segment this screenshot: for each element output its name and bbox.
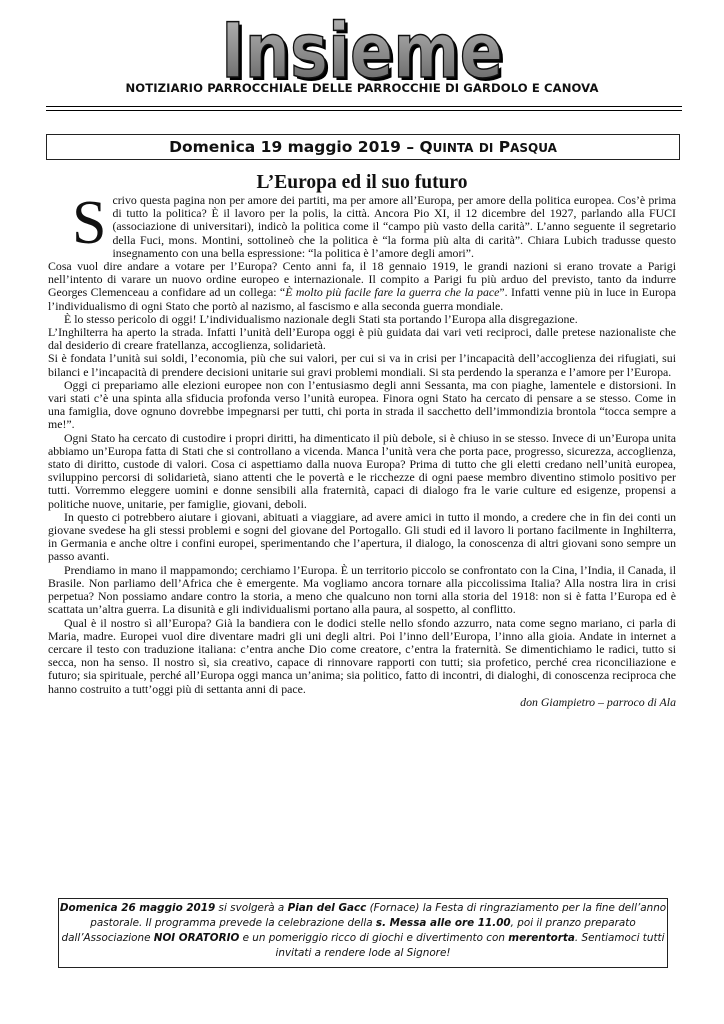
notice-text-5: . Sentiamoci tutti invitati a rendere lode al Signore! (275, 932, 665, 959)
logo (0, 14, 724, 86)
liturgy-uinta: UINTA (432, 141, 474, 155)
notice-merentorta: merentorta (508, 932, 575, 944)
paragraph-10: Qual è il nostro sì all’Europa? Già la bandiera con le dodici stelle nello sfondo azzurro, nata come segno mariano, ci parla di Maria, madre. Europei vuol dire diventare madri gli uni degli altri. Poi l’inno dell’Europa, l’inno alla gioia. Andate in internet a cercare il testo con traduzione italiana: c’entra anche Dio come creatore, c’entra la fraternità. Se dimentichiamo le radici, tutto si secca, non ha senso. Il nostro sì, sia creativo, capace di rinnovare rapporti con tutti; sia profetico, perché crea riconciliazione e futuro; sia spirituale, perché all’Europa oggi manca un’anima; sia politico, fatto di incontri, di dialoghi, di conoscenza reciproca che hanno costruito a tutt’oggi più di settanta anni di pace. (48, 615, 676, 696)
article-title: L’Europa ed il suo futuro (256, 172, 468, 193)
event-notice-box (58, 898, 668, 968)
paragraph-2 (48, 260, 676, 313)
divider-top (46, 106, 682, 107)
logo-shadow: Insieme (224, 14, 506, 86)
date-banner (46, 134, 680, 160)
liturgy-asqua: ASQUA (510, 141, 557, 155)
paragraph-6: Oggi ci prepariamo alle elezioni europee non con l’entusiasmo degli anni Sessanta, ma con piaghe, lamentele e distorsioni. In vari stati c’è una spinta alla sfiducia profonda verso l’unità europea. Finora ogni Stato ha cercato di pensare a se stesso. Come in una famiglia, dove ognuno dovrebbe impegnarsi per tutti, chi porta in strada il sacchetto dell’immondizia brontola “tocca sempre a me!”. (48, 377, 676, 432)
clemenceau-quote: È molto più facile fare la guerra che la pace (285, 285, 500, 300)
notice-mass-time: s. Messa alle ore 11.00 (375, 917, 511, 929)
paragraph-2-text-b: ”. Infatti venne più in luce in Europa l’individualismo di ogni Stato che portò al nazismo, al fascismo e alla seconda guerra mondiale. (48, 285, 677, 313)
paragraph-8: In questo ci potrebbero aiutare i giovani, abituati a viaggiare, ad avere amici in tutto il mondo, a credere che in fin dei conti un giovane svedese ha gli stessi problemi e sogni del giovane del Portogallo. Gli studi ed il lavoro li portano facilmente in Inghilterra, in Germania e anche oltre i confini europei, sperimentando che l’apertura, il dialogo, la conoscenza di altri giovani sono sempre un passo avanti. (48, 509, 676, 564)
notice-text-4: e un pomeriggio ricco di giochi e divertimento con (239, 932, 509, 944)
paragraph-7: Ogni Stato ha cercato di custodire i propri diritti, ha dimenticato il più debole, si è chiuso in se stesso. Invece di un’Europa unita abbiamo un’Europa fatta di Stati che si controllano a vicenda. Manca l’unità vera che porta pace, progresso, sicurezza, accoglienza, stato di diritto, custode di valori. Cosa ci aspettiamo dalla nuova Europa? Prima di tutto che gli eletti credano nell’unità europea, sviluppino percorsi di solidarietà, siano attenti che le povertà e le ricchezze di ogni paese membro diventino stimolo positivo per tutti. Vorremmo eleggere uomini e donne sensibili alla fraternità, capaci di dialogo fra le varie culture ed esigenze, propensi a politiche nuove, unitarie, per famiglie, giovani, deboli. (48, 430, 676, 511)
paragraph-3: È lo stesso pericolo di oggi! L’individualismo nazionale degli Stati sta portando l’Europa alla disgregazione. (64, 311, 578, 326)
paragraph-4: L’Inghilterra ha aperto la strada. Infatti l’unità dell’Europa oggi è più guidata dai vari veti reciproci, dalle pretese nazionaliste che dal desiderio di creare fratellanza, accoglienza, solidarietà. (48, 325, 676, 353)
paragraph-2-text-a: Cosa vuol dire andare a votare per l’Europa? Cento anni fa, il 18 gennaio 1919, le grandi nazioni si erano trovate a Parigi nell’intento di varare un nuovo ordine europeo e internazionale. Il compito a Parigi fu più arduo del previsto, tanto da indurre Georges Clemenceau a confidare ad un collega: “ (48, 259, 676, 300)
paragraph-1-text: crivo questa pagina non per amore dei partiti, ma per amore all’Europa, per amore della politica europea. Cos’è prima di tutto la politica? È il lavoro per la polis, la città. Ancora Pio XI, il 12 dicembre del 1927, parlando alla FUCI (associazione di universitari), indicò la politica come il “campo più vasto della carità”. L’anno seguente il segretario della Fuci, mons. Montini, sottolineò che la politica è “la forma più alta di carità”. Chiara Lubich tradusse questo insegnamento con una bella espressione: “la politica è l’amore degli amori”. (112, 193, 676, 260)
notice-text-2: (Fornace) la Festa di ringraziamento per la fine dell’anno pastorale. Il programma prevede la celebrazione della (90, 902, 667, 929)
paragraph-9: Prendiamo in mano il mappamondo; cerchiamo l’Europa. È un territorio piccolo se confrontato con la Cina, l’India, il Canada, il Brasile. Non parliamo dell’Africa che è emergente. Ma vogliamo ancora tornare alla piccolissima Italia? Alla nostra lira in crisi perpetua? Non possiamo andare contro la storia, a meno che qualcuno non torni alla storia del 1918: non si è fatta l’Europa ed è scattata un’altra guerra. La disunità e gli individualismi portano alla paura, al sospetto, al conflitto. (48, 562, 676, 617)
paragraph-5: Si è fondata l’unità sui soldi, l’economia, più che sui valori, per cui si va in crisi per l’incapacità dell’accoglienza dei rifugiati, sui bilanci e l’incapacità di prendere decisioni unitarie sui gravi problemi mondiali. Si sta perdendo la speranza e l’amore per l’Europa. (48, 351, 676, 379)
liturgy-di: DI (478, 141, 494, 155)
newsletter-subtitle: NOTIZIARIO PARROCCHIALE DELLE PARROCCHIE DI GARDOLO E CANOVA (125, 81, 599, 95)
signature: don Giampietro – parroco di Ala (520, 694, 676, 709)
logo-text: Insieme (221, 14, 503, 86)
drop-cap: S (72, 189, 107, 257)
notice-text-1: si svolgerà a (215, 902, 288, 914)
notice-association: NOI ORATORIO (153, 932, 240, 944)
notice-date: Domenica 26 maggio 2019 (59, 902, 216, 914)
divider-top-second (46, 110, 682, 111)
liturgy-p: P (498, 138, 511, 156)
date-text: Domenica 19 maggio 2019 – (169, 138, 415, 156)
logo-wordmark (212, 14, 512, 86)
notice-place: Pian del Gacc (287, 902, 367, 914)
liturgy-q: Q (419, 138, 433, 156)
article-body (48, 189, 677, 709)
notice-text-3: , poi il pranzo preparato dall’Associazione (61, 917, 636, 944)
paragraph-1 (48, 189, 676, 260)
